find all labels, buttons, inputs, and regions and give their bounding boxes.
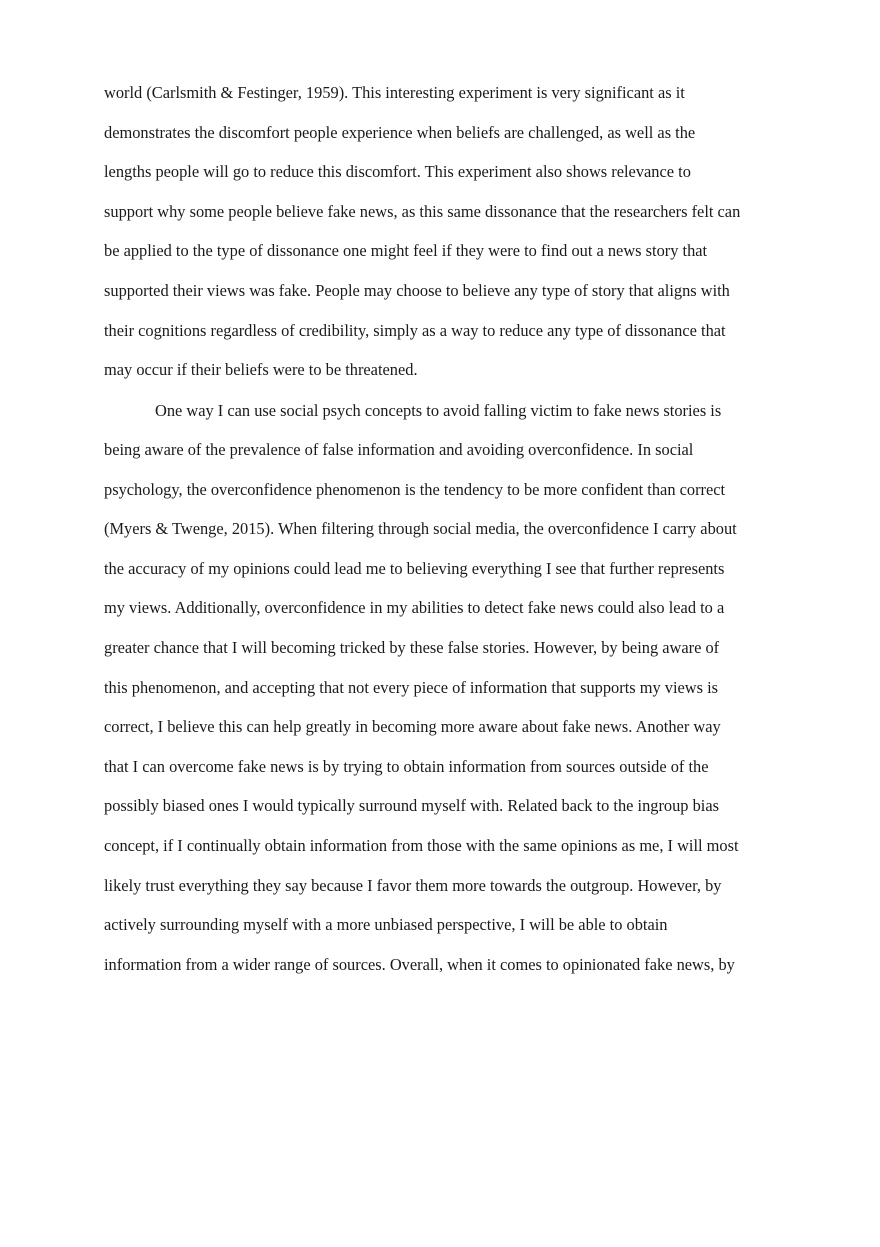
- paragraph-1-line-5: be applied to the type of dissonance one might feel if they were to find out a news story that: [104, 241, 708, 260]
- paragraph-2-line-13: likely trust everything they say because I favor them more towards the outgroup. However, by: [104, 876, 722, 895]
- paragraph-1-line-6: supported their views was fake. People may choose to believe any type of story that aligns with: [104, 281, 730, 300]
- paragraph-1-line-2: demonstrates the discomfort people experience when beliefs are challenged, as well as the: [104, 123, 696, 142]
- paragraph-2-line-5: the accuracy of my opinions could lead me to believing everything I see that further represents: [104, 559, 725, 578]
- paragraph-2-line-3: psychology, the overconfidence phenomenon is the tendency to be more confident than correct: [104, 480, 726, 499]
- paragraph-2-line-6: my views. Additionally, overconfidence in my abilities to detect fake news could also lead to a: [104, 598, 725, 617]
- paragraph-2-line-4: (Myers & Twenge, 2015). When filtering through social media, the overconfidence I carry about: [104, 519, 737, 538]
- paragraph-2-line-9: correct, I believe this can help greatly in becoming more aware about fake news. Another way: [104, 717, 721, 736]
- paragraph-2-line-15: information from a wider range of sources. Overall, when it comes to opinionated fake news, by: [104, 955, 735, 974]
- paragraph-2-line-12: concept, if I continually obtain information from those with the same opinions as me, I will most: [104, 836, 739, 855]
- paragraph-2-line-11: possibly biased ones I would typically surround myself with. Related back to the ingroup bias: [104, 796, 720, 815]
- paragraph-2-line-8: this phenomenon, and accepting that not every piece of information that supports my views is: [104, 678, 719, 697]
- paragraph-1-line-1: world (Carlsmith & Festinger, 1959). This interesting experiment is very significant as it: [104, 83, 685, 102]
- paragraph-2-line-14: actively surrounding myself with a more unbiased perspective, I will be able to obtain: [104, 915, 668, 934]
- paragraph-1-line-3: lengths people will go to reduce this discomfort. This experiment also shows relevance to: [104, 162, 691, 181]
- paragraph-1-line-7: their cognitions regardless of credibility, simply as a way to reduce any type of dissonance that: [104, 321, 726, 340]
- paragraph-2-line-10: that I can overcome fake news is by trying to obtain information from sources outside of the: [104, 757, 709, 776]
- paragraph-1-line-4: support why some people believe fake news, as this same dissonance that the researchers felt can: [104, 202, 741, 221]
- paragraph-2-line-2: being aware of the prevalence of false information and avoiding overconfidence. In social: [104, 440, 694, 459]
- paragraph-1-line-8: may occur if their beliefs were to be threatened.: [104, 360, 418, 379]
- paragraph-2-line-7: greater chance that I will becoming tricked by these false stories. However, by being aware of: [104, 638, 720, 657]
- paragraph-2-line-1: One way I can use social psych concepts to avoid falling victim to fake news stories is: [155, 401, 722, 420]
